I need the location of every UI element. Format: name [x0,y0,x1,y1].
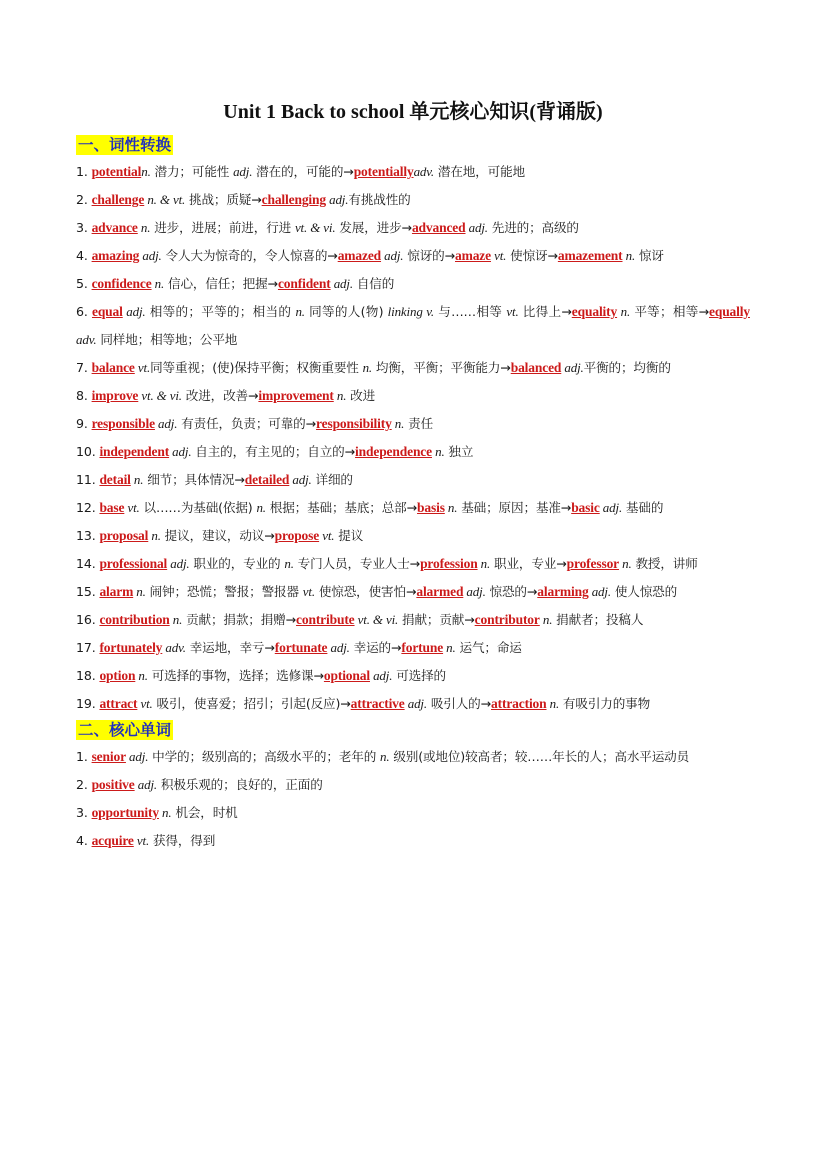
vocab-entry [76,354,750,382]
entry-text: 18. [76,668,100,683]
vocab-entry [76,606,750,634]
part-of-speech: adj. [369,668,393,683]
keyword: independence [355,444,432,459]
keyword: potential [91,164,142,179]
vocab-entry [76,522,750,550]
entry-text: 15. [76,584,100,599]
entry-text: 闹钟；恐慌；警报；警报器 [145,584,303,599]
keyword: detailed [244,472,290,487]
part-of-speech: vt. [133,833,150,848]
entry-text: 获得，得到 [149,833,216,848]
keyword: amazement [557,248,623,263]
keyword: professor [566,556,620,571]
keyword: confident [277,276,331,291]
entry-text: 细节；具体情况→ [143,472,245,487]
part-of-speech: n. [539,612,553,627]
keyword: amaze [455,248,491,263]
entry-text: 令人大为惊奇的，令人惊喜的→ [161,248,338,263]
keyword: basic [571,500,600,515]
keyword: equality [571,304,618,319]
part-of-speech: n. [284,556,294,571]
keyword: contribution [99,612,170,627]
part-of-speech: adv. [413,164,435,179]
keyword: base [99,500,125,515]
vocab-entry [76,690,750,718]
entry-text: 14. [76,556,100,571]
part-of-speech: adv. [76,332,97,347]
entry-text: 根据；基础；基底；总部→ [265,500,418,515]
entry-text: 提议 [334,528,364,543]
entry-text: 以……为基础(依据) [139,500,257,515]
part-of-speech: adj. [465,220,488,235]
vocab-entry [76,799,750,827]
entry-text: 同等重视；(使)保持平衡；权衡重要性 [150,360,363,375]
keyword: alarmed [416,584,464,599]
keyword: contributor [474,612,540,627]
entry-text: 惊恐的→ [485,584,538,599]
entry-text: 潜在地，可能地 [434,164,525,179]
vocab-entry [76,771,750,799]
section-1 [76,135,750,718]
entry-text: 5. [76,276,92,291]
part-of-speech: vt. [302,584,315,599]
vocab-entry [76,186,750,214]
entry-text: 提议，建议，动议→ [160,528,275,543]
part-of-speech: n. [333,388,347,403]
page-title: Unit 1 Back to school 单元核心知识(背诵版) [223,101,603,123]
keyword: confidence [91,276,152,291]
entry-text: 潜力；可能性 [150,164,234,179]
keyword: improve [91,388,139,403]
entry-text: 幸运地，幸亏→ [185,640,275,655]
entry-text: 自信的 [352,276,395,291]
keyword: acquire [91,833,134,848]
entry-text: 幸运的→ [349,640,402,655]
entry-text: 10. [76,444,100,459]
entry-text: 7. [76,360,92,375]
entry-text: 4. [76,248,92,263]
vocab-entry [76,438,750,466]
entry-text: 惊讶 [635,248,664,263]
keyword: amazed [337,248,382,263]
part-of-speech: adj. [599,500,623,515]
entry-text: 基础；原因；基准→ [457,500,572,515]
part-of-speech: adj. [154,416,178,431]
keyword: attraction [491,696,547,711]
entry-text: 吸引，使喜爱；招引；引起(反应)→ [152,696,351,711]
entry-text: 发展，进步→ [335,220,412,235]
part-of-speech: n. [380,749,390,764]
part-of-speech: n. [619,556,632,571]
entry-text: 捐献者；投稿人 [552,612,644,627]
part-of-speech: vt. [490,248,507,263]
entry-text: 可选择的 [392,668,446,683]
keyword: improvement [258,388,334,403]
entry-text: 自主的，有主见的；自立的→ [191,444,356,459]
vocab-entry [76,466,750,494]
section-2 [76,720,750,855]
entry-text: 9. [76,416,92,431]
vocab-entry [76,827,750,855]
part-of-speech: n. [133,584,146,599]
entry-text: 平等；相等→ [630,304,709,319]
part-of-speech: n. [151,276,165,291]
keyword: equal [91,304,123,319]
keyword: positive [91,777,135,792]
part-of-speech: vt. [137,696,153,711]
entry-text: 比得上→ [518,304,572,319]
entry-text: 同样地；相等地；公平地 [96,332,238,347]
keyword: contribute [296,612,355,627]
part-of-speech: adj. [139,248,162,263]
keyword: alarming [537,584,589,599]
vocab-entry [76,242,750,270]
vocab-entry [76,298,750,354]
part-of-speech: adj. [404,696,427,711]
entry-text: 教授，讲师 [631,556,698,571]
vocab-entry [76,158,750,186]
part-of-speech: adj. [122,304,146,319]
entry-text: 2. [76,777,92,792]
entry-text: 详细的 [311,472,353,487]
part-of-speech: adj. [463,584,486,599]
keyword: equally [709,304,750,319]
vocab-entry [76,662,750,690]
keyword: responsibility [316,416,392,431]
part-of-speech: vt. [319,528,335,543]
entry-text: 吸引人的→ [427,696,492,711]
document-body [76,135,750,855]
vocab-entry [76,743,750,771]
entry-text: 13. [76,528,100,543]
keyword: professional [99,556,168,571]
keyword: fortune [401,640,444,655]
part-of-speech: n. [158,805,172,820]
entry-text: 改进，改善→ [181,388,259,403]
keyword: opportunity [91,805,159,820]
part-of-speech: vt. [506,304,519,319]
part-of-speech: n. [443,640,456,655]
part-of-speech: n. [477,556,491,571]
vocab-entry [76,550,750,578]
entry-text: 19. [76,696,100,711]
keyword: amazing [91,248,140,263]
vocab-entry [76,578,750,606]
entry-text: 1. [76,749,92,764]
part-of-speech: adj. [167,556,190,571]
entry-text: 同等的人(物) [304,304,388,319]
entry-text: 责任 [404,416,434,431]
keyword: option [99,668,136,683]
part-of-speech: adj. [327,640,350,655]
part-of-speech: n. [295,304,305,319]
part-of-speech: adj. [561,360,584,375]
vocab-entry [76,494,750,522]
entry-text: 平衡的；均衡的 [583,360,671,375]
part-of-speech: vt. [134,360,151,375]
entry-text: 2. [76,192,92,207]
part-of-speech: adj. [169,444,192,459]
entry-text: 职业，专业→ [490,556,567,571]
entry-text: 12. [76,500,100,515]
entry-text: 4. [76,833,92,848]
entry-text: 积极乐观的；良好的，正面的 [157,777,323,792]
entry-text: 3. [76,805,92,820]
part-of-speech: n. [137,220,151,235]
keyword: challenge [91,192,145,207]
part-of-speech: adj. [381,248,404,263]
keyword: alarm [99,584,134,599]
part-of-speech: vt. [124,500,140,515]
entry-text: 职业的，专业的 [189,556,285,571]
keyword: balance [91,360,135,375]
keyword: challenging [261,192,326,207]
entry-text: 11. [76,472,100,487]
entry-text: 惊讶的→ [403,248,455,263]
part-of-speech: n. [622,248,636,263]
keyword: attractive [350,696,405,711]
entry-text: 进步，进展；前进，行进 [150,220,295,235]
vocab-entry [76,270,750,298]
part-of-speech: n. [546,696,560,711]
keyword: advance [91,220,138,235]
keyword: balanced [510,360,562,375]
part-of-speech: n. [148,528,161,543]
vocab-entry [76,214,750,242]
entry-text: 可选择的事物，选择；选修课→ [147,668,324,683]
entry-text: 均衡，平衡；平衡能力→ [372,360,511,375]
keyword: attract [99,696,138,711]
part-of-speech: n. [362,360,373,375]
part-of-speech: n. [444,500,458,515]
part-of-speech: n. [169,612,183,627]
entry-text: 6. [76,304,92,319]
entry-text: 16. [76,612,100,627]
entry-text: 级别(或地位)较高者；较……年长的人；高水平运动员 [389,749,690,764]
keyword: profession [420,556,478,571]
keyword: senior [91,749,126,764]
entry-text: 基础的 [622,500,664,515]
part-of-speech: n. [391,416,405,431]
keyword: basis [417,500,445,515]
entry-text: 专门人员，专业人士→ [293,556,421,571]
entry-text: 贡献；捐款；捐赠→ [182,612,297,627]
part-of-speech: adv. [162,640,186,655]
entry-text: 挑战；质疑→ [185,192,262,207]
entry-text: 1. [76,164,92,179]
vocab-entry [76,382,750,410]
entry-text: 中学的；级别高的；高级水平的；老年的 [148,749,381,764]
keyword: fortunate [274,640,328,655]
keyword: detail [99,472,131,487]
entry-text: 有责任，负责；可靠的→ [177,416,317,431]
part-of-speech: vt. & vi. [138,388,182,403]
entry-text: 改进 [346,388,376,403]
part-of-speech: adj. [326,192,349,207]
entry-text: 先进的；高级的 [487,220,579,235]
part-of-speech: linking v. [387,304,434,319]
part-of-speech: adj. [330,276,353,291]
entry-text: 独立 [444,444,474,459]
keyword: proposal [99,528,149,543]
entry-text: 3. [76,220,92,235]
keyword: optional [323,668,370,683]
part-of-speech: adj. [134,777,158,792]
entry-text: 相等的；平等的；相当的 [145,304,296,319]
section-heading: 一、词性转换 [78,136,172,154]
keyword: propose [274,528,320,543]
part-of-speech: adj. [233,164,253,179]
entry-text: 使惊讶→ [506,248,558,263]
keyword: potentially [353,164,414,179]
vocab-entry [76,410,750,438]
vocab-entry [76,634,750,662]
keyword: advanced [411,220,466,235]
part-of-speech: adj. [588,584,611,599]
entry-text: 8. [76,388,92,403]
part-of-speech: n. [432,444,445,459]
part-of-speech: n. & vt. [144,192,186,207]
part-of-speech: n. [617,304,631,319]
part-of-speech: n. [135,668,148,683]
entry-text: 17. [76,640,100,655]
keyword: independent [99,444,170,459]
entry-text: 使人惊恐的 [610,584,678,599]
part-of-speech: vt. & vi. [354,612,399,627]
part-of-speech: n. [130,472,144,487]
entry-text: 与……相等 [433,304,507,319]
entry-text: 有挑战性的 [348,192,411,207]
part-of-speech: n. [256,500,266,515]
part-of-speech: adj. [289,472,312,487]
keyword: fortunately [99,640,163,655]
part-of-speech: adj. [125,749,149,764]
entry-text: 信心，信任；把握→ [164,276,278,291]
part-of-speech: vt. & vi. [294,220,336,235]
section-heading: 二、核心单词 [78,721,172,739]
entry-text: 运气；命运 [455,640,522,655]
entry-text: 使惊恐，使害怕→ [314,584,417,599]
entry-text: 捐献；贡献→ [398,612,475,627]
entry-text: 机会，时机 [171,805,238,820]
entry-text: 潜在的，可能的→ [252,164,354,179]
keyword: responsible [91,416,155,431]
part-of-speech: n. [141,164,151,179]
entry-text: 有吸引力的事物 [559,696,651,711]
